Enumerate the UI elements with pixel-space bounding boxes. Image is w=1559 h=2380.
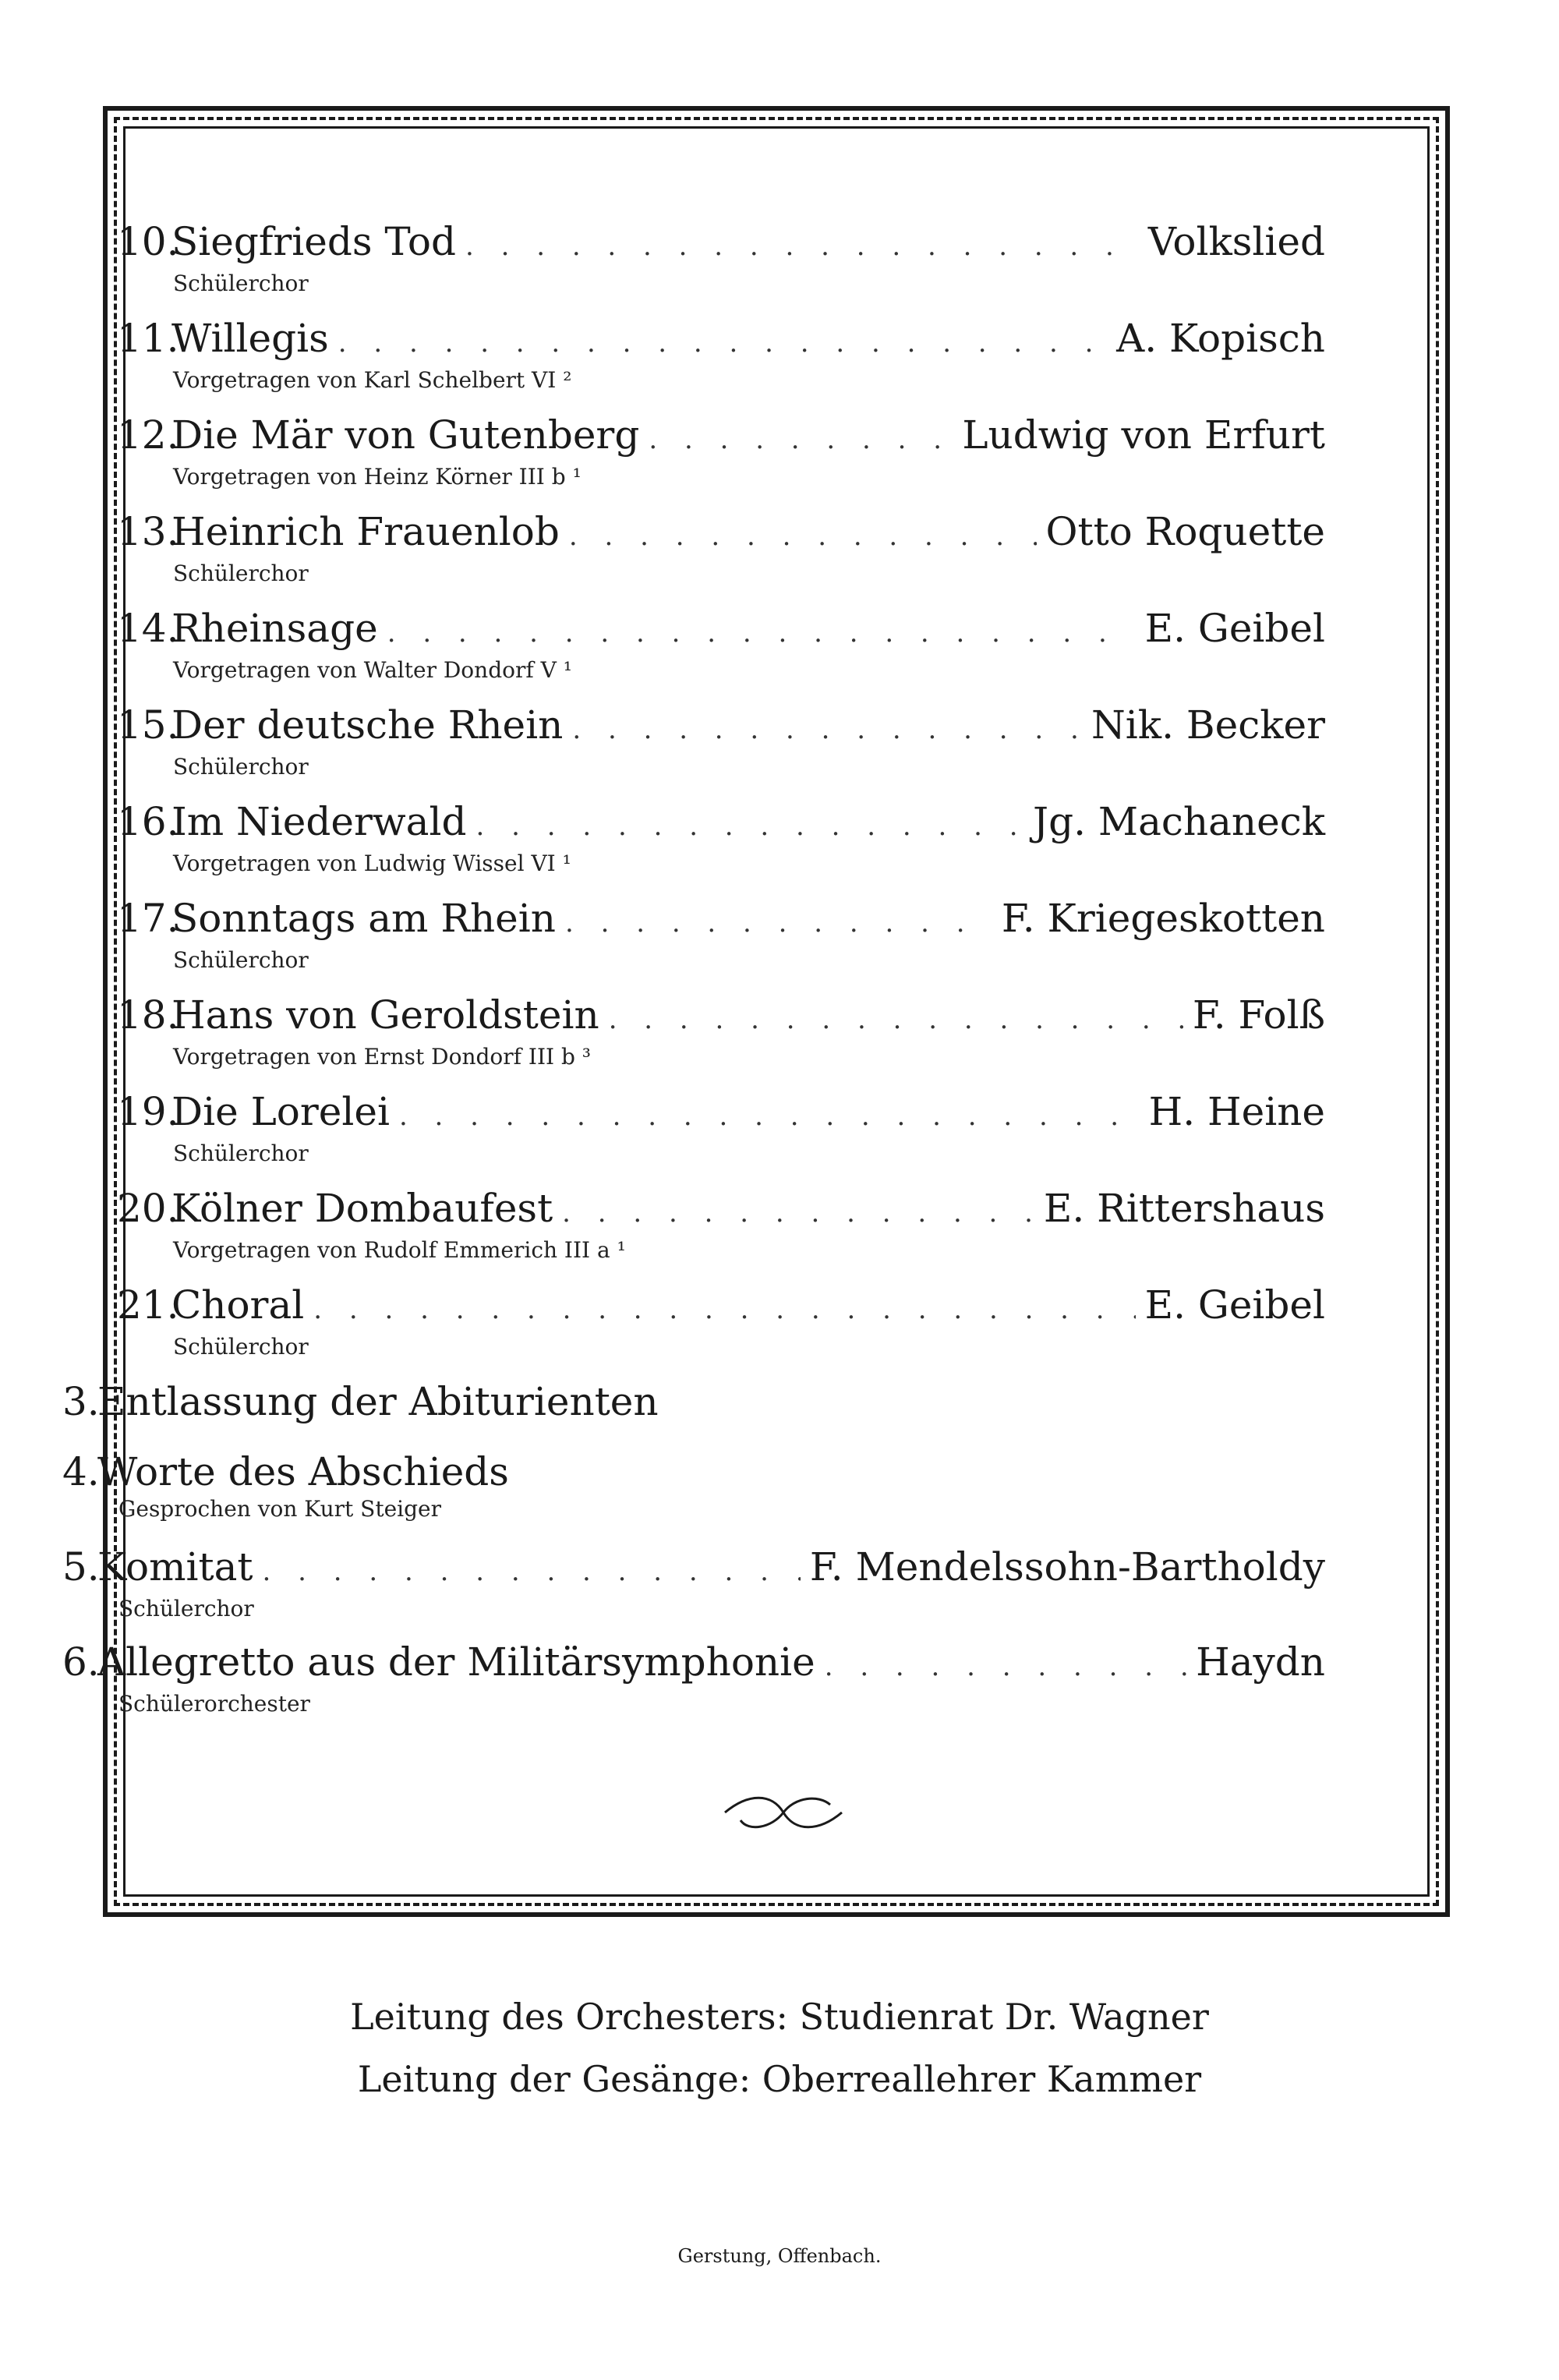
program-entry [117, 798, 1325, 895]
leader-dots [609, 996, 1183, 1043]
program-entry [117, 1088, 1325, 1185]
entry-performer: Schülerchor [173, 754, 309, 780]
program-entry [117, 992, 1325, 1088]
entry-author: Ludwig von Erfurt [962, 412, 1325, 458]
item-number: 4. [62, 1449, 100, 1494]
program-entry [117, 218, 1325, 315]
entry-performer: Schülerchor [173, 561, 309, 586]
item-performer: Schülerchor [118, 1596, 254, 1621]
leader-dots [649, 416, 953, 463]
entry-performer: Vorgetragen von Ludwig Wissel VI ¹ [173, 851, 571, 876]
entry-number: 13. [117, 509, 179, 554]
entry-number: 12. [117, 412, 179, 458]
choir-conductor: Leitung der Gesänge: Oberreallehrer Kammer [357, 2058, 1202, 2100]
item-composer: Haydn [1196, 1639, 1325, 1685]
program-entry [117, 605, 1325, 702]
item-title: Komitat [97, 1544, 253, 1590]
item-number: 3. [62, 1379, 100, 1424]
entry-performer: Vorgetragen von Ernst Dondorf III b ³ [173, 1044, 592, 1070]
leader-dots [338, 320, 1107, 366]
entry-number: 21. [117, 1282, 179, 1328]
program-entry [117, 1185, 1325, 1282]
leader-dots [572, 706, 1082, 753]
main-item [62, 1378, 1325, 1448]
leader-dots [465, 223, 1139, 270]
entry-number: 19. [117, 1089, 179, 1134]
entry-author: Otto Roquette [1045, 509, 1325, 554]
leader-dots [399, 1093, 1140, 1140]
program-entry [117, 895, 1325, 992]
item-number: 6. [62, 1639, 100, 1685]
item-title: Entlassung der Abiturienten [97, 1379, 659, 1424]
entry-title: Willegis [171, 316, 329, 361]
entry-performer: Vorgetragen von Heinz Körner III b ¹ [173, 464, 582, 490]
entry-author: Volkslied [1147, 219, 1325, 264]
entry-title: Siegfrieds Tod [171, 219, 456, 264]
program-entry [117, 1282, 1325, 1378]
entry-performer: Vorgetragen von Rudolf Emmerich III a ¹ [173, 1237, 626, 1263]
leader-dots [263, 1548, 801, 1595]
leader-dots [387, 610, 1136, 656]
entry-number: 16. [117, 799, 179, 844]
entry-performer: Schülerchor [173, 1334, 309, 1360]
item-number: 5. [62, 1544, 100, 1590]
entry-author: H. Heine [1148, 1089, 1325, 1134]
entry-title: Rheinsage [171, 606, 378, 651]
entry-number: 11. [117, 316, 179, 361]
orchestra-conductor: Leitung des Orchesters: Studienrat Dr. Wagner [350, 1996, 1209, 2038]
entry-title: Die Lorelei [171, 1089, 390, 1134]
item-performer: Schülerorchester [118, 1691, 310, 1717]
entry-author: E. Geibel [1144, 606, 1325, 651]
main-item [62, 1544, 1325, 1639]
leader-dots [565, 900, 992, 946]
leader-dots [569, 513, 1037, 560]
printer-imprint: Gerstung, Offenbach. [677, 2245, 882, 2267]
entry-performer: Schülerchor [173, 271, 309, 296]
entry-performer: Vorgetragen von Karl Schelbert VI ² [173, 367, 572, 393]
entry-author: E. Geibel [1144, 1282, 1325, 1328]
leader-dots [825, 1643, 1186, 1690]
entry-title: Im Niederwald [171, 799, 467, 844]
entry-performer: Schülerchor [173, 1140, 309, 1166]
entry-author: F. Kriegeskotten [1001, 896, 1325, 941]
leader-dots [476, 803, 1024, 850]
entry-number: 10. [117, 219, 179, 264]
item-speaker: Gesprochen von Kurt Steiger [118, 1496, 442, 1522]
leader-dots [313, 1286, 1135, 1333]
program-entry [117, 702, 1325, 798]
entry-number: 18. [117, 992, 179, 1038]
entry-title: Kölner Dombaufest [171, 1186, 553, 1231]
entry-author: Jg. Machaneck [1033, 799, 1325, 844]
entry-author: A. Kopisch [1116, 316, 1325, 361]
entry-title: Heinrich Frauenlob [171, 509, 560, 554]
entry-author: E. Rittershaus [1043, 1186, 1325, 1231]
entry-title: Hans von Geroldstein [171, 992, 599, 1038]
entry-number: 15. [117, 702, 179, 748]
program-entry [117, 315, 1325, 412]
decorative-flourish [717, 1785, 850, 1840]
entry-author: Nik. Becker [1091, 702, 1325, 748]
main-item [62, 1639, 1325, 1734]
entry-number: 17. [117, 896, 179, 941]
entry-performer: Vorgetragen von Walter Dondorf V ¹ [173, 657, 572, 683]
entry-author: F. Folß [1192, 992, 1325, 1038]
item-title: Worte des Abschieds [97, 1449, 509, 1494]
program-entry [117, 412, 1325, 508]
program-entry [117, 508, 1325, 605]
entry-title: Sonntags am Rhein [171, 896, 556, 941]
entry-title: Choral [171, 1282, 305, 1328]
entry-title: Die Mär von Gutenberg [171, 412, 640, 458]
main-item [62, 1448, 1325, 1544]
entry-number: 14. [117, 606, 179, 651]
entry-number: 20. [117, 1186, 179, 1231]
program-list [62, 218, 1325, 1734]
entry-title: Der deutsche Rhein [171, 702, 564, 748]
leader-dots [562, 1190, 1034, 1236]
item-composer: F. Mendelssohn-Bartholdy [809, 1544, 1325, 1590]
entry-performer: Schülerchor [173, 947, 309, 973]
item-title: Allegretto aus der Militärsymphonie [97, 1639, 815, 1685]
